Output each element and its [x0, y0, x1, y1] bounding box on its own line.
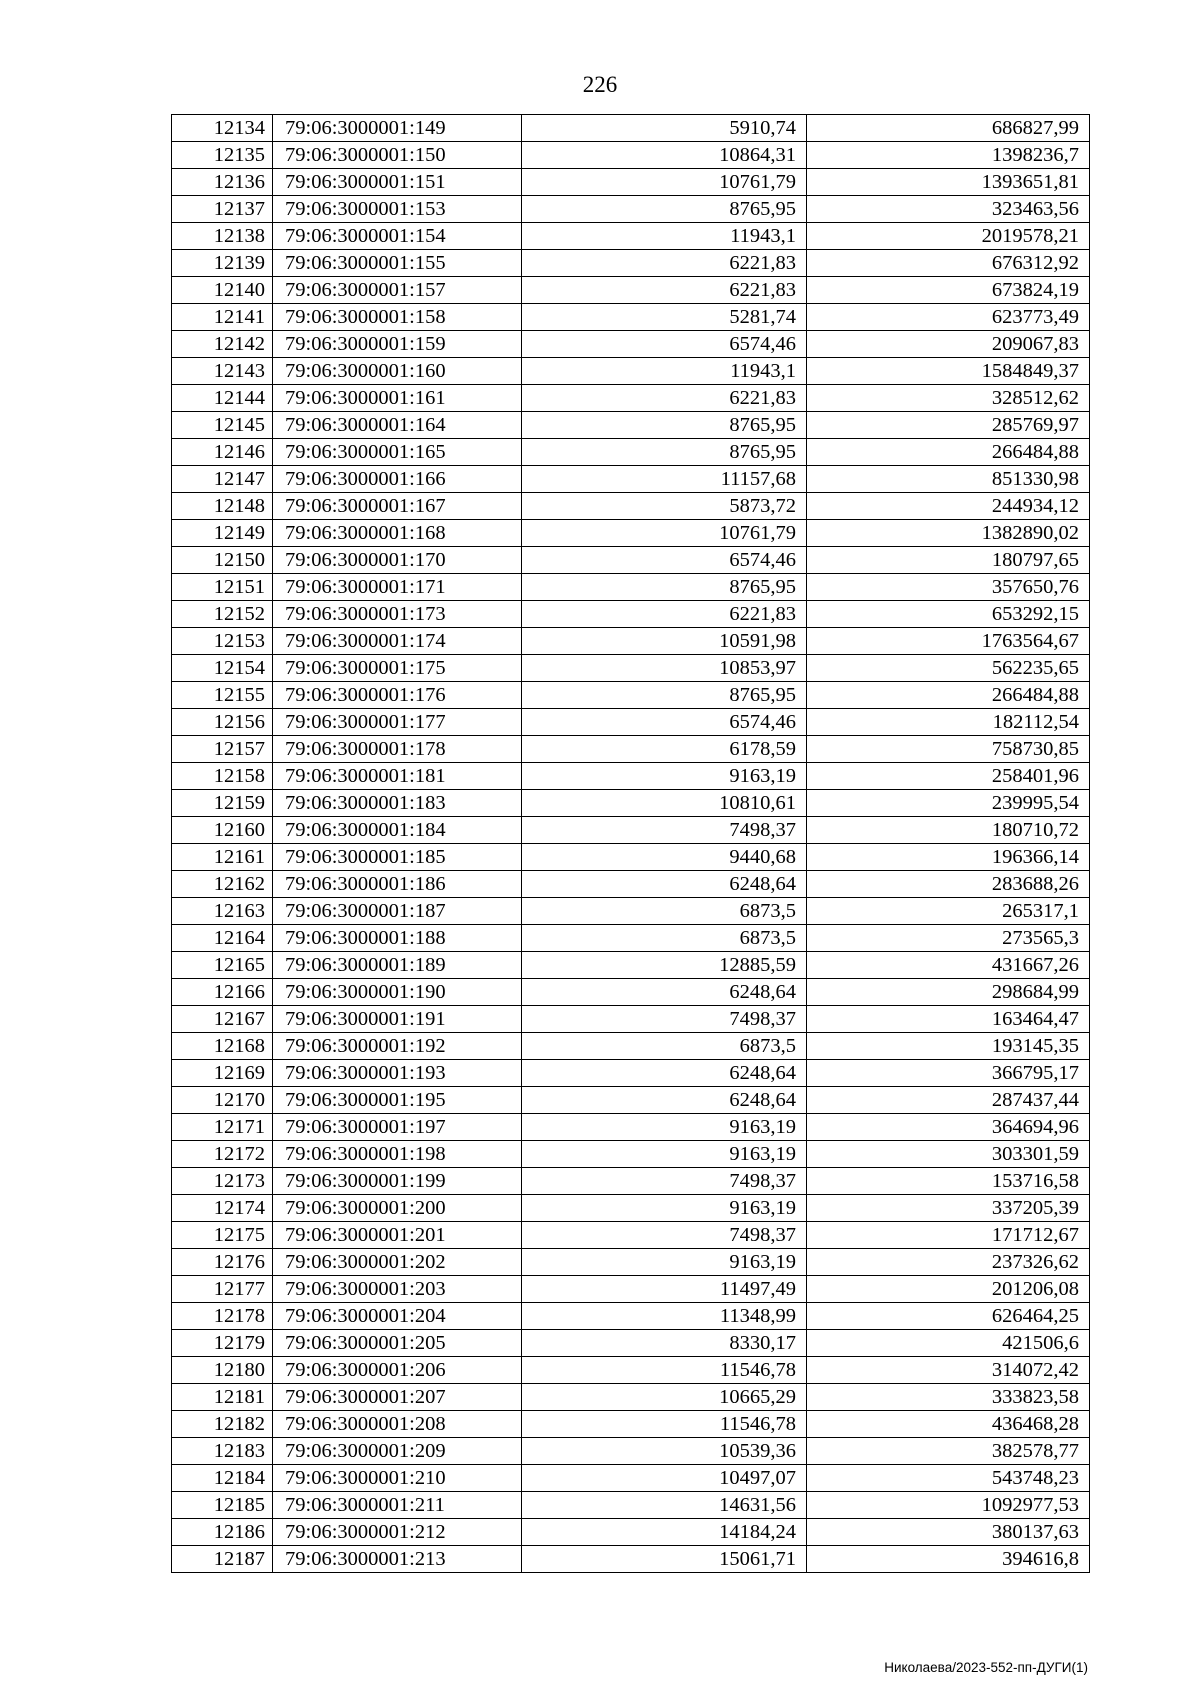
cadastral-number-cell: 79:06:3000001:205 [273, 1330, 522, 1357]
cadastral-number-cell: 79:06:3000001:181 [273, 763, 522, 790]
cadastral-number-cell: 79:06:3000001:203 [273, 1276, 522, 1303]
cadastral-number-cell: 79:06:3000001:155 [273, 250, 522, 277]
area-cell: 9163,19 [522, 763, 807, 790]
value-cell: 266484,88 [807, 682, 1090, 709]
area-cell: 10497,07 [522, 1465, 807, 1492]
table-row [172, 142, 1090, 169]
row-number-cell: 12165 [172, 952, 273, 979]
table-row [172, 1195, 1090, 1222]
value-cell: 1092977,53 [807, 1492, 1090, 1519]
value-cell: 314072,42 [807, 1357, 1090, 1384]
area-cell: 9440,68 [522, 844, 807, 871]
row-number-cell: 12160 [172, 817, 273, 844]
cadastral-number-cell: 79:06:3000001:184 [273, 817, 522, 844]
area-cell: 11546,78 [522, 1411, 807, 1438]
value-cell: 163464,47 [807, 1006, 1090, 1033]
cadastral-number-cell: 79:06:3000001:176 [273, 682, 522, 709]
table-row [172, 574, 1090, 601]
table-row [172, 628, 1090, 655]
cadastral-number-cell: 79:06:3000001:159 [273, 331, 522, 358]
cadastral-number-cell: 79:06:3000001:198 [273, 1141, 522, 1168]
cadastral-number-cell: 79:06:3000001:209 [273, 1438, 522, 1465]
value-cell: 265317,1 [807, 898, 1090, 925]
row-number-cell: 12139 [172, 250, 273, 277]
table-row [172, 385, 1090, 412]
cadastral-number-cell: 79:06:3000001:212 [273, 1519, 522, 1546]
cadastral-number-cell: 79:06:3000001:167 [273, 493, 522, 520]
table-row [172, 952, 1090, 979]
row-number-cell: 12140 [172, 277, 273, 304]
area-cell: 7498,37 [522, 1006, 807, 1033]
row-number-cell: 12154 [172, 655, 273, 682]
cadastral-number-cell: 79:06:3000001:193 [273, 1060, 522, 1087]
cadastral-number-cell: 79:06:3000001:171 [273, 574, 522, 601]
table-row [172, 1438, 1090, 1465]
row-number-cell: 12145 [172, 412, 273, 439]
row-number-cell: 12183 [172, 1438, 273, 1465]
area-cell: 5873,72 [522, 493, 807, 520]
area-cell: 7498,37 [522, 817, 807, 844]
row-number-cell: 12186 [172, 1519, 273, 1546]
value-cell: 337205,39 [807, 1195, 1090, 1222]
cadastral-number-cell: 79:06:3000001:204 [273, 1303, 522, 1330]
value-cell: 653292,15 [807, 601, 1090, 628]
cadastral-number-cell: 79:06:3000001:161 [273, 385, 522, 412]
value-cell: 543748,23 [807, 1465, 1090, 1492]
table-row [172, 1357, 1090, 1384]
table-row [172, 1330, 1090, 1357]
table-row [172, 709, 1090, 736]
cadastral-number-cell: 79:06:3000001:189 [273, 952, 522, 979]
row-number-cell: 12173 [172, 1168, 273, 1195]
area-cell: 11157,68 [522, 466, 807, 493]
table-row [172, 736, 1090, 763]
area-cell: 11546,78 [522, 1357, 807, 1384]
area-cell: 14631,56 [522, 1492, 807, 1519]
value-cell: 180797,65 [807, 547, 1090, 574]
table-row [172, 1114, 1090, 1141]
area-cell: 6221,83 [522, 277, 807, 304]
area-cell: 10864,31 [522, 142, 807, 169]
cadastral-number-cell: 79:06:3000001:191 [273, 1006, 522, 1033]
table-row [172, 1492, 1090, 1519]
cadastral-number-cell: 79:06:3000001:201 [273, 1222, 522, 1249]
cadastral-number-cell: 79:06:3000001:173 [273, 601, 522, 628]
value-cell: 209067,83 [807, 331, 1090, 358]
value-cell: 287437,44 [807, 1087, 1090, 1114]
area-cell: 10665,29 [522, 1384, 807, 1411]
table-row [172, 412, 1090, 439]
cadastral-number-cell: 79:06:3000001:170 [273, 547, 522, 574]
cadastral-number-cell: 79:06:3000001:150 [273, 142, 522, 169]
table-row [172, 1411, 1090, 1438]
area-cell: 8765,95 [522, 574, 807, 601]
value-cell: 758730,85 [807, 736, 1090, 763]
table-body [172, 115, 1090, 1573]
table-row [172, 1276, 1090, 1303]
area-cell: 6574,46 [522, 709, 807, 736]
cadastral-number-cell: 79:06:3000001:168 [273, 520, 522, 547]
table-row [172, 439, 1090, 466]
value-cell: 382578,77 [807, 1438, 1090, 1465]
row-number-cell: 12146 [172, 439, 273, 466]
value-cell: 283688,26 [807, 871, 1090, 898]
cadastral-number-cell: 79:06:3000001:197 [273, 1114, 522, 1141]
row-number-cell: 12174 [172, 1195, 273, 1222]
cadastral-number-cell: 79:06:3000001:154 [273, 223, 522, 250]
row-number-cell: 12169 [172, 1060, 273, 1087]
cadastral-number-cell: 79:06:3000001:210 [273, 1465, 522, 1492]
value-cell: 380137,63 [807, 1519, 1090, 1546]
cadastral-number-cell: 79:06:3000001:160 [273, 358, 522, 385]
area-cell: 6574,46 [522, 331, 807, 358]
row-number-cell: 12172 [172, 1141, 273, 1168]
table-row [172, 250, 1090, 277]
area-cell: 8765,95 [522, 439, 807, 466]
area-cell: 10761,79 [522, 169, 807, 196]
value-cell: 676312,92 [807, 250, 1090, 277]
area-cell: 12885,59 [522, 952, 807, 979]
cadastral-number-cell: 79:06:3000001:164 [273, 412, 522, 439]
value-cell: 1584849,37 [807, 358, 1090, 385]
area-cell: 6248,64 [522, 979, 807, 1006]
row-number-cell: 12151 [172, 574, 273, 601]
cadastral-number-cell: 79:06:3000001:166 [273, 466, 522, 493]
cadastral-number-cell: 79:06:3000001:149 [273, 115, 522, 142]
area-cell: 10761,79 [522, 520, 807, 547]
value-cell: 328512,62 [807, 385, 1090, 412]
table-row [172, 331, 1090, 358]
table-row [172, 1087, 1090, 1114]
cadastral-number-cell: 79:06:3000001:202 [273, 1249, 522, 1276]
table-row [172, 547, 1090, 574]
cadastral-number-cell: 79:06:3000001:185 [273, 844, 522, 871]
value-cell: 237326,62 [807, 1249, 1090, 1276]
value-cell: 1398236,7 [807, 142, 1090, 169]
table-row [172, 871, 1090, 898]
row-number-cell: 12161 [172, 844, 273, 871]
value-cell: 171712,67 [807, 1222, 1090, 1249]
area-cell: 6221,83 [522, 250, 807, 277]
area-cell: 10539,36 [522, 1438, 807, 1465]
cadastral-number-cell: 79:06:3000001:165 [273, 439, 522, 466]
row-number-cell: 12156 [172, 709, 273, 736]
cadastral-number-cell: 79:06:3000001:174 [273, 628, 522, 655]
table-row [172, 1519, 1090, 1546]
row-number-cell: 12182 [172, 1411, 273, 1438]
row-number-cell: 12167 [172, 1006, 273, 1033]
value-cell: 201206,08 [807, 1276, 1090, 1303]
row-number-cell: 12185 [172, 1492, 273, 1519]
table-row [172, 601, 1090, 628]
row-number-cell: 12168 [172, 1033, 273, 1060]
row-number-cell: 12152 [172, 601, 273, 628]
area-cell: 8765,95 [522, 682, 807, 709]
row-number-cell: 12158 [172, 763, 273, 790]
area-cell: 6873,5 [522, 898, 807, 925]
row-number-cell: 12164 [172, 925, 273, 952]
row-number-cell: 12181 [172, 1384, 273, 1411]
row-number-cell: 12178 [172, 1303, 273, 1330]
area-cell: 6248,64 [522, 871, 807, 898]
cadastral-number-cell: 79:06:3000001:190 [273, 979, 522, 1006]
value-cell: 285769,97 [807, 412, 1090, 439]
area-cell: 6873,5 [522, 925, 807, 952]
table-row [172, 682, 1090, 709]
value-cell: 623773,49 [807, 304, 1090, 331]
row-number-cell: 12137 [172, 196, 273, 223]
row-number-cell: 12177 [172, 1276, 273, 1303]
value-cell: 851330,98 [807, 466, 1090, 493]
value-cell: 196366,14 [807, 844, 1090, 871]
area-cell: 9163,19 [522, 1114, 807, 1141]
area-cell: 8330,17 [522, 1330, 807, 1357]
value-cell: 357650,76 [807, 574, 1090, 601]
table-row [172, 169, 1090, 196]
row-number-cell: 12142 [172, 331, 273, 358]
value-cell: 244934,12 [807, 493, 1090, 520]
area-cell: 6178,59 [522, 736, 807, 763]
cadastral-value-table [171, 114, 1090, 1573]
table-row [172, 304, 1090, 331]
row-number-cell: 12153 [172, 628, 273, 655]
area-cell: 10853,97 [522, 655, 807, 682]
table-row [172, 1168, 1090, 1195]
table-row [172, 1303, 1090, 1330]
table-row [172, 115, 1090, 142]
area-cell: 11497,49 [522, 1276, 807, 1303]
row-number-cell: 12159 [172, 790, 273, 817]
area-cell: 6221,83 [522, 385, 807, 412]
row-number-cell: 12143 [172, 358, 273, 385]
cadastral-number-cell: 79:06:3000001:151 [273, 169, 522, 196]
value-cell: 2019578,21 [807, 223, 1090, 250]
value-cell: 1382890,02 [807, 520, 1090, 547]
cadastral-number-cell: 79:06:3000001:200 [273, 1195, 522, 1222]
table-row [172, 979, 1090, 1006]
table-row [172, 1060, 1090, 1087]
cadastral-number-cell: 79:06:3000001:213 [273, 1546, 522, 1573]
area-cell: 6221,83 [522, 601, 807, 628]
row-number-cell: 12149 [172, 520, 273, 547]
value-cell: 180710,72 [807, 817, 1090, 844]
value-cell: 298684,99 [807, 979, 1090, 1006]
value-cell: 686827,99 [807, 115, 1090, 142]
row-number-cell: 12162 [172, 871, 273, 898]
document-reference: Николаева/2023-552-пп-ДУГИ(1) [884, 1660, 1088, 1675]
table-row [172, 1033, 1090, 1060]
table-row [172, 844, 1090, 871]
table-row [172, 655, 1090, 682]
value-cell: 436468,28 [807, 1411, 1090, 1438]
area-cell: 14184,24 [522, 1519, 807, 1546]
row-number-cell: 12179 [172, 1330, 273, 1357]
value-cell: 673824,19 [807, 277, 1090, 304]
area-cell: 8765,95 [522, 412, 807, 439]
value-cell: 562235,65 [807, 655, 1090, 682]
area-cell: 9163,19 [522, 1195, 807, 1222]
cadastral-number-cell: 79:06:3000001:208 [273, 1411, 522, 1438]
cadastral-number-cell: 79:06:3000001:186 [273, 871, 522, 898]
value-cell: 366795,17 [807, 1060, 1090, 1087]
cadastral-number-cell: 79:06:3000001:153 [273, 196, 522, 223]
cadastral-number-cell: 79:06:3000001:188 [273, 925, 522, 952]
table-row [172, 790, 1090, 817]
table-row [172, 466, 1090, 493]
value-cell: 273565,3 [807, 925, 1090, 952]
value-cell: 1763564,67 [807, 628, 1090, 655]
row-number-cell: 12135 [172, 142, 273, 169]
area-cell: 10810,61 [522, 790, 807, 817]
value-cell: 239995,54 [807, 790, 1090, 817]
row-number-cell: 12136 [172, 169, 273, 196]
value-cell: 266484,88 [807, 439, 1090, 466]
table-row [172, 493, 1090, 520]
area-cell: 5281,74 [522, 304, 807, 331]
value-cell: 258401,96 [807, 763, 1090, 790]
cadastral-number-cell: 79:06:3000001:187 [273, 898, 522, 925]
area-cell: 5910,74 [522, 115, 807, 142]
cadastral-number-cell: 79:06:3000001:175 [273, 655, 522, 682]
value-cell: 431667,26 [807, 952, 1090, 979]
area-cell: 6574,46 [522, 547, 807, 574]
value-cell: 153716,58 [807, 1168, 1090, 1195]
value-cell: 1393651,81 [807, 169, 1090, 196]
cadastral-number-cell: 79:06:3000001:183 [273, 790, 522, 817]
value-cell: 421506,6 [807, 1330, 1090, 1357]
row-number-cell: 12175 [172, 1222, 273, 1249]
cadastral-number-cell: 79:06:3000001:158 [273, 304, 522, 331]
cadastral-number-cell: 79:06:3000001:178 [273, 736, 522, 763]
table-row [172, 520, 1090, 547]
row-number-cell: 12134 [172, 115, 273, 142]
cadastral-number-cell: 79:06:3000001:207 [273, 1384, 522, 1411]
value-cell: 394616,8 [807, 1546, 1090, 1573]
row-number-cell: 12187 [172, 1546, 273, 1573]
table-row [172, 925, 1090, 952]
table-row [172, 898, 1090, 925]
row-number-cell: 12157 [172, 736, 273, 763]
area-cell: 6248,64 [522, 1060, 807, 1087]
area-cell: 11348,99 [522, 1303, 807, 1330]
area-cell: 9163,19 [522, 1249, 807, 1276]
table-row [172, 358, 1090, 385]
row-number-cell: 12155 [172, 682, 273, 709]
area-cell: 6248,64 [522, 1087, 807, 1114]
table-row [172, 1465, 1090, 1492]
row-number-cell: 12147 [172, 466, 273, 493]
table-row [172, 1141, 1090, 1168]
area-cell: 11943,1 [522, 358, 807, 385]
cadastral-number-cell: 79:06:3000001:206 [273, 1357, 522, 1384]
value-cell: 626464,25 [807, 1303, 1090, 1330]
table-row [172, 1546, 1090, 1573]
area-cell: 9163,19 [522, 1141, 807, 1168]
table-row [172, 277, 1090, 304]
area-cell: 7498,37 [522, 1168, 807, 1195]
row-number-cell: 12166 [172, 979, 273, 1006]
table-row [172, 196, 1090, 223]
table-row [172, 1222, 1090, 1249]
row-number-cell: 12176 [172, 1249, 273, 1276]
value-cell: 364694,96 [807, 1114, 1090, 1141]
table-row [172, 1384, 1090, 1411]
page-number: 226 [582, 72, 618, 97]
table-row [172, 1006, 1090, 1033]
area-cell: 6873,5 [522, 1033, 807, 1060]
cadastral-number-cell: 79:06:3000001:177 [273, 709, 522, 736]
area-cell: 10591,98 [522, 628, 807, 655]
cadastral-number-cell: 79:06:3000001:211 [273, 1492, 522, 1519]
row-number-cell: 12138 [172, 223, 273, 250]
value-cell: 333823,58 [807, 1384, 1090, 1411]
table-row [172, 223, 1090, 250]
row-number-cell: 12148 [172, 493, 273, 520]
row-number-cell: 12171 [172, 1114, 273, 1141]
area-cell: 11943,1 [522, 223, 807, 250]
row-number-cell: 12180 [172, 1357, 273, 1384]
cadastral-number-cell: 79:06:3000001:192 [273, 1033, 522, 1060]
table-row [172, 1249, 1090, 1276]
row-number-cell: 12144 [172, 385, 273, 412]
value-cell: 193145,35 [807, 1033, 1090, 1060]
row-number-cell: 12141 [172, 304, 273, 331]
table-row [172, 817, 1090, 844]
area-cell: 15061,71 [522, 1546, 807, 1573]
area-cell: 8765,95 [522, 196, 807, 223]
value-cell: 182112,54 [807, 709, 1090, 736]
cadastral-number-cell: 79:06:3000001:157 [273, 277, 522, 304]
row-number-cell: 12184 [172, 1465, 273, 1492]
value-cell: 303301,59 [807, 1141, 1090, 1168]
row-number-cell: 12163 [172, 898, 273, 925]
row-number-cell: 12170 [172, 1087, 273, 1114]
table-row [172, 763, 1090, 790]
cadastral-number-cell: 79:06:3000001:195 [273, 1087, 522, 1114]
cadastral-number-cell: 79:06:3000001:199 [273, 1168, 522, 1195]
value-cell: 323463,56 [807, 196, 1090, 223]
row-number-cell: 12150 [172, 547, 273, 574]
area-cell: 7498,37 [522, 1222, 807, 1249]
